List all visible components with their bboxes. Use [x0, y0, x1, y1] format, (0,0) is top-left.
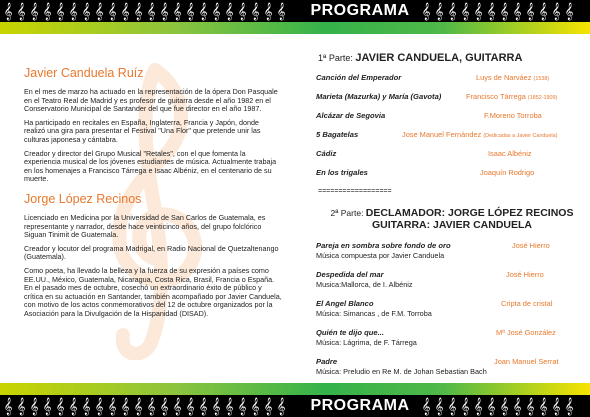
treble-clef-icon: 𝄞 — [447, 2, 457, 20]
bio-paragraph: Creador y locutor del programa Madrigal, en Radio Nacional de Quetzaltenango (Guatemala). — [24, 243, 279, 262]
treble-clef-icon: 𝄞 — [107, 2, 117, 20]
treble-clef-icon: 𝄞 — [473, 2, 483, 20]
composer: Isaac Albéniz — [488, 149, 532, 158]
treble-clef-icon: 𝄞 — [3, 2, 13, 20]
header-band — [0, 0, 590, 22]
work-title: Padre — [316, 357, 338, 366]
composer: Luys de Narváez (1538) — [476, 73, 550, 82]
treble-clef-icon: 𝄞 — [460, 397, 470, 415]
treble-clef-icon: 𝄞 — [499, 397, 509, 415]
program-item — [316, 357, 586, 376]
treble-clef-icon: 𝄞 — [81, 2, 91, 20]
program-item — [316, 111, 586, 123]
treble-clef-icon: 𝄞 — [564, 397, 574, 415]
section-separator: ================== — [318, 188, 392, 195]
part2-heading — [318, 207, 586, 231]
treble-clef-icon: 𝄞 — [512, 2, 522, 20]
work-title: Marieta (Mazurka) y María (Gavota) — [316, 92, 442, 101]
author: José Hierro — [506, 270, 544, 279]
treble-clef-icon: 𝄞 — [276, 2, 286, 20]
treble-clef-icon: 𝄞 — [564, 2, 574, 20]
treble-clef-icon: 𝄞 — [551, 397, 561, 415]
treble-clef-icon: 𝄞 — [447, 397, 457, 415]
music-credit: Música: Simancas , de F.M. Torroba — [316, 309, 432, 318]
treble-clef-icon: 𝄞 — [276, 397, 286, 415]
composer: Jose Manuel Fernández (Dedicadas a Javier Canduela) — [402, 130, 558, 139]
treble-clef-icon: 𝄞 — [81, 397, 91, 415]
treble-clef-icon: 𝄞 — [146, 397, 156, 415]
part2-title-line2: GUITARRA: JAVIER CANDUELA — [371, 219, 533, 231]
treble-clef-icon: 𝄞 — [538, 397, 548, 415]
program-item — [316, 130, 586, 142]
band-title: PROGRAMA — [310, 2, 410, 19]
treble-clef-icon: 𝄞 — [172, 2, 182, 20]
treble-clef-icon: 𝄞 — [525, 2, 535, 20]
treble-clef-icons-right — [420, 0, 590, 22]
bio-paragraph: En el mes de marzo ha actuado en la representación de la ópera Don Pasquale en el Teatro Real de Madrid y es profesor de guitarra desde el año 1982 en el Conservatorio Municipal de Santander del que fue director en el año 1987. — [24, 87, 278, 114]
treble-clef-icon: 𝄞 — [551, 2, 561, 20]
work-title: Cádiz — [316, 149, 337, 158]
author: Mª José González — [496, 328, 556, 337]
work-title: Pareja en sombra sobre fondo de oro — [316, 241, 451, 250]
part2-title-line1: 2ª Parte: DECLAMADOR: JORGE LÓPEZ RECINOS — [330, 207, 574, 219]
treble-clef-icon: 𝄞 — [473, 397, 483, 415]
author: Cripta de cristal — [501, 299, 553, 308]
work-title: En los trigales — [316, 168, 368, 177]
treble-clef-icon: 𝄞 — [68, 397, 78, 415]
treble-clef-icon: 𝄞 — [198, 2, 208, 20]
treble-clef-icon: 𝄞 — [55, 397, 65, 415]
treble-clef-icons-left — [2, 0, 302, 22]
footer-gradient-strip — [0, 383, 590, 395]
work-title: El Angel Blanco — [316, 299, 374, 308]
treble-clef-icon: 𝄞 — [172, 397, 182, 415]
work-title: Despedida del mar — [316, 270, 384, 279]
program-item — [316, 73, 586, 85]
header-gradient-strip — [0, 22, 590, 34]
bio-name-jorge: Jorge López Recinos — [24, 191, 142, 206]
program-item — [316, 92, 586, 104]
program-item — [316, 270, 586, 289]
treble-clef-icon: 𝄞 — [29, 397, 39, 415]
treble-clef-icons-left — [2, 395, 302, 417]
treble-clef-icon: 𝄞 — [3, 397, 13, 415]
bio-paragraph: Creador y director del Grupo Musical "Retales", con el que fomenta la experiencia musical de los jóvenes estudiantes de música. Actualmente trabaja en los homenajes a Francisco Tárrega e Isaac Albéniz, en el centenario de su muerte. — [24, 148, 277, 184]
treble-clef-icon: 𝄞 — [421, 2, 431, 20]
author: José Hierro — [512, 241, 550, 250]
treble-clef-icon: 𝄞 — [185, 397, 195, 415]
treble-clef-icon: 𝄞 — [421, 397, 431, 415]
music-credit: Musica:Mallorca, de I. Albéniz — [316, 280, 413, 289]
treble-clef-icon: 𝄞 — [107, 397, 117, 415]
composer: Francisco Tárrega (1852-1909) — [466, 92, 558, 101]
work-title: 5 Bagatelas — [316, 130, 359, 139]
treble-clef-icon: 𝄞 — [94, 397, 104, 415]
treble-clef-icon: 𝄞 — [133, 397, 143, 415]
part1-title: JAVIER CANDUELA, GUITARRA — [355, 52, 523, 64]
treble-clef-icon: 𝄞 — [211, 2, 221, 20]
treble-clef-icon: 𝄞 — [146, 2, 156, 20]
treble-clef-icon: 𝄞 — [460, 2, 470, 20]
treble-clef-icon: 𝄞 — [237, 2, 247, 20]
treble-clef-icon: 𝄞 — [224, 2, 234, 20]
treble-clef-icon: 𝄞 — [16, 2, 26, 20]
work-title: Alcázar de Segovia — [316, 111, 386, 120]
treble-clef-icon: 𝄞 — [16, 397, 26, 415]
treble-clef-icon: 𝄞 — [55, 2, 65, 20]
treble-clef-icon: 𝄞 — [120, 397, 130, 415]
treble-clef-icon: 𝄞 — [434, 2, 444, 20]
treble-clef-icon: 𝄞 — [211, 397, 221, 415]
treble-clef-icon: 𝄞 — [198, 397, 208, 415]
bio-paragraph: Como poeta, ha llevado la belleza y la fuerza de su expresión a países como EE.UU., México, Guatemala, Nicaragua, Costa Rica, Brasil, Francia o España. En el pasado mes de octubre, cosechó un extraordinario éxito de público y crítica en su actuación en Santander, también acompañado por Javier Canduela, con motivo de los actos conmemorativos del 12 de octubre organizados por la Asociación para la Divulgación de la Hispanidad (DISAD). — [24, 265, 282, 318]
treble-clef-icon: 𝄞 — [250, 2, 260, 20]
treble-clef-icon: 𝄞 — [29, 2, 39, 20]
work-title: Quién te dijo que... — [316, 328, 384, 337]
treble-clef-icon: 𝄞 — [237, 397, 247, 415]
part1-lead: 1ª Parte: — [318, 53, 356, 63]
treble-clef-icon: 𝄞 — [133, 2, 143, 20]
treble-clef-icon: 𝄞 — [525, 397, 535, 415]
work-title: Canción del Emperador — [316, 73, 402, 82]
treble-clef-icon: 𝄞 — [68, 2, 78, 20]
treble-clef-icon: 𝄞 — [486, 2, 496, 20]
treble-clef-icon: 𝄞 — [94, 2, 104, 20]
treble-clef-icon: 𝄞 — [159, 2, 169, 20]
treble-clef-icon: 𝄞 — [499, 2, 509, 20]
music-credit: Música: Preludio en Re M. de Johan Sebastian Bach — [316, 367, 487, 376]
bio-paragraph: Ha participado en recitales en España, Inglaterra, Francia y Japón, donde realizó una gira para presentar el Festival "Una Flor" que pretende unir las culturas japonesa y cántabra. — [24, 117, 261, 144]
treble-clef-icon: 𝄞 — [486, 397, 496, 415]
program-item — [316, 149, 586, 161]
band-title: PROGRAMA — [310, 397, 410, 414]
treble-clef-icon: 𝄞 — [250, 397, 260, 415]
treble-clef-icon: 𝄞 — [159, 397, 169, 415]
bio-paragraph: Licenciado en Medicina por la Universidad de San Carlos de Guatemala, es representante y narrador, desde hace veinticinco años, del grupo folclórico Siguan Tinimit de Guatemala. — [24, 212, 266, 240]
biographies-column — [24, 66, 282, 323]
treble-clef-icon: 𝄞 — [512, 397, 522, 415]
bio-name-javier: Javier Canduela Ruíz — [24, 66, 144, 80]
treble-clef-icon: 𝄞 — [224, 397, 234, 415]
treble-clef-icon: 𝄞 — [42, 397, 52, 415]
program-item — [316, 328, 586, 347]
part1-heading — [318, 52, 522, 64]
composer: F.Moreno Torroba — [484, 111, 542, 120]
treble-clef-icons-right — [420, 395, 590, 417]
footer-band — [0, 395, 590, 417]
treble-clef-icon: 𝄞 — [263, 2, 273, 20]
music-credit: Música: Lágrima, de F. Tárrega — [316, 338, 417, 347]
composer: Joaquín Rodrigo — [480, 168, 535, 177]
program-item — [316, 299, 586, 318]
music-credit: Música compuesta por Javier Canduela — [316, 251, 445, 260]
program-item — [316, 241, 586, 260]
treble-clef-icon: 𝄞 — [185, 2, 195, 20]
author: Joan Manuel Serrat — [494, 357, 559, 366]
treble-clef-icon: 𝄞 — [538, 2, 548, 20]
treble-clef-icon: 𝄞 — [434, 397, 444, 415]
treble-clef-icon: 𝄞 — [263, 397, 273, 415]
treble-clef-icon: 𝄞 — [42, 2, 52, 20]
treble-clef-icon: 𝄞 — [120, 2, 130, 20]
program-item — [316, 168, 586, 180]
